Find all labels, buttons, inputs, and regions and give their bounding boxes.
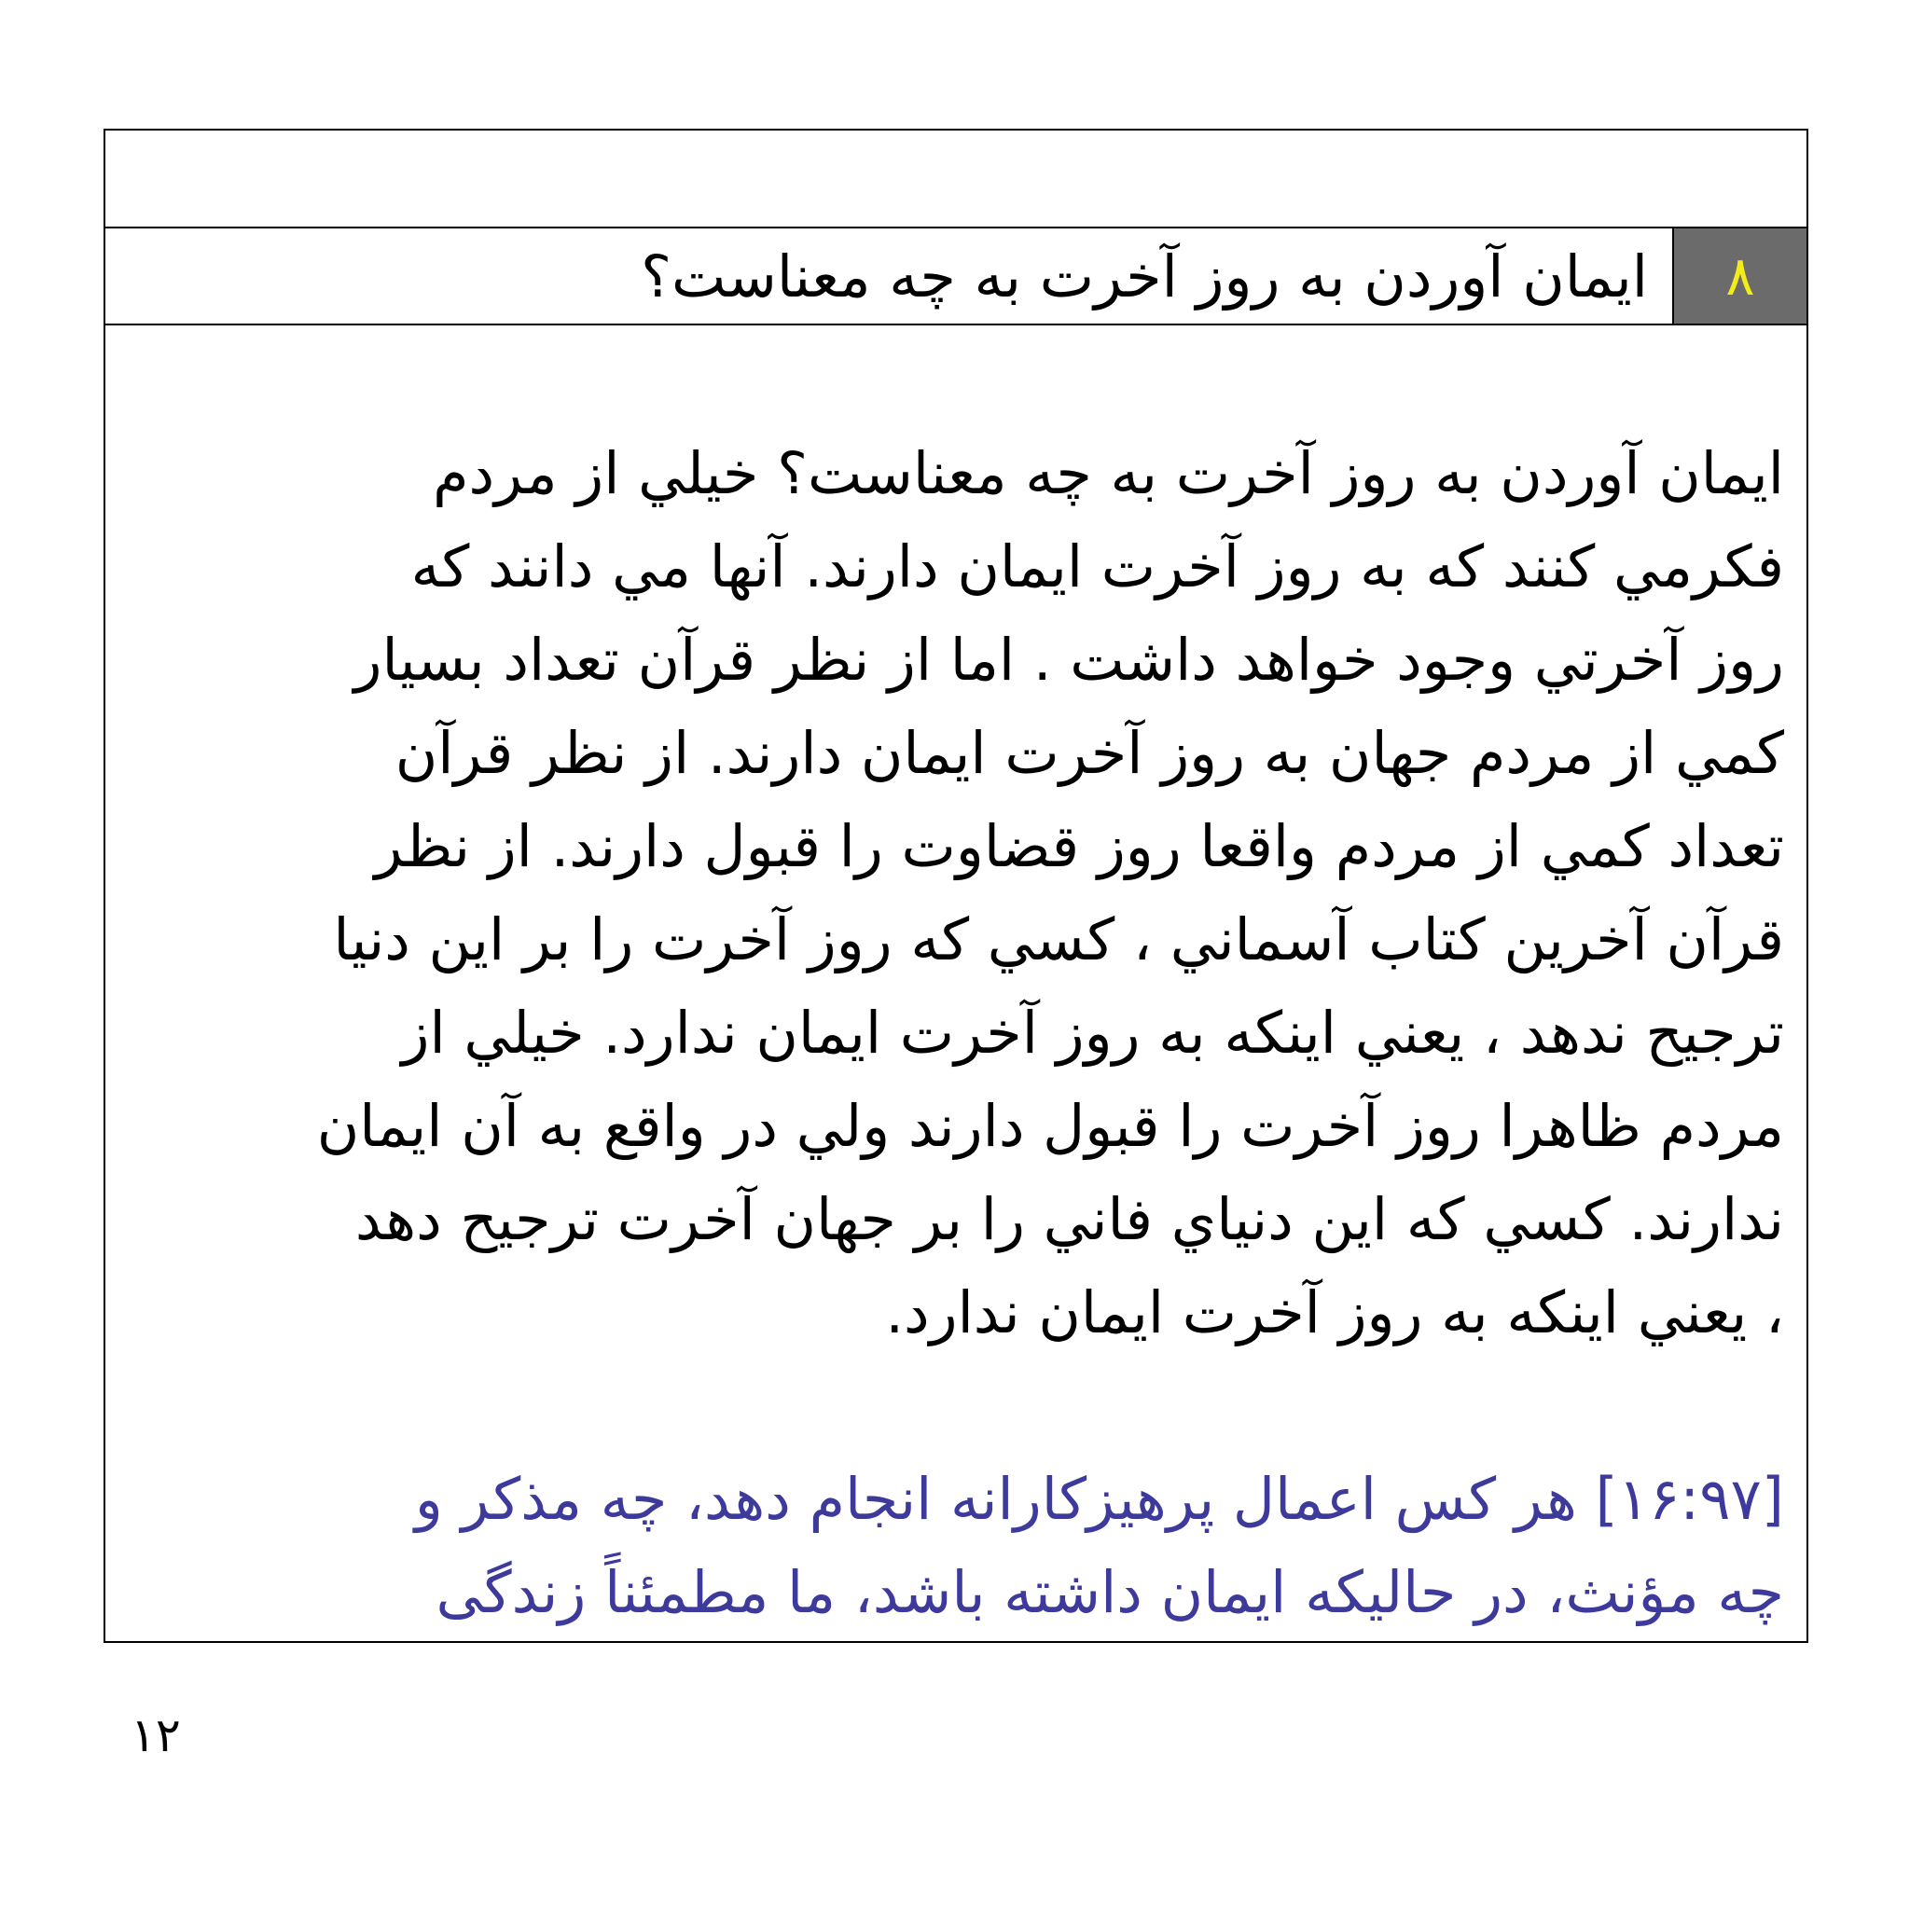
- answer-line: روز آخرتي وجود خواهد داشت . اما از نظر قرآن تعداد بسیار: [353, 626, 1784, 694]
- verse-quote: [124, 1453, 1784, 1639]
- answer-line: ، یعني اینکه به روز آخرت ایمان ندارد.: [885, 1278, 1784, 1346]
- answer-body: [124, 427, 1784, 1359]
- answer-line: قرآن آخرین کتاب آسماني ، کسي که روز آخرت را بر این دنیا: [333, 905, 1784, 973]
- question-title: ایمان آوردن به روز آخرت به چه معناست؟: [641, 242, 1648, 310]
- question-number: ٨: [1672, 228, 1806, 324]
- verse-line: چه مؤنث، در حالیکه ایمان داشته باشد، ما مطمئناً زندگی: [436, 1558, 1784, 1626]
- answer-line: ترجیح ندهد ، یعني اینکه به روز آخرت ایمان ندارد. خیلي از: [401, 999, 1784, 1067]
- verse-line: [۱۶:۹۷] هر کس اعمال پرهیزکارانه انجام دهد، چه مذکر و: [414, 1465, 1784, 1533]
- answer-line: مردم ظاهرا روز آخرت را قبول دارند ولي در واقع به آن ایمان: [316, 1092, 1784, 1160]
- answer-line: ایمان آوردن به روز آخرت به چه معناست؟ خیلي از مردم: [433, 439, 1784, 507]
- page-number: ۱۲: [131, 1708, 181, 1762]
- answer-line: ندارند. کسي که این دنیاي فاني را بر جهان آخرت ترجیح دهد: [354, 1185, 1784, 1253]
- content-frame: [104, 129, 1808, 1643]
- answer-line: کمي از مردم جهان به روز آخرت ایمان دارند. از نظر قرآن: [394, 719, 1784, 787]
- question-header: [105, 227, 1806, 325]
- answer-line: تعداد کمي از مردم واقعا روز قضاوت را قبول دارند. از نظر: [374, 812, 1784, 880]
- answer-line: فکرمي کنند که به روز آخرت ایمان دارند. آنها مي دانند که: [410, 532, 1784, 600]
